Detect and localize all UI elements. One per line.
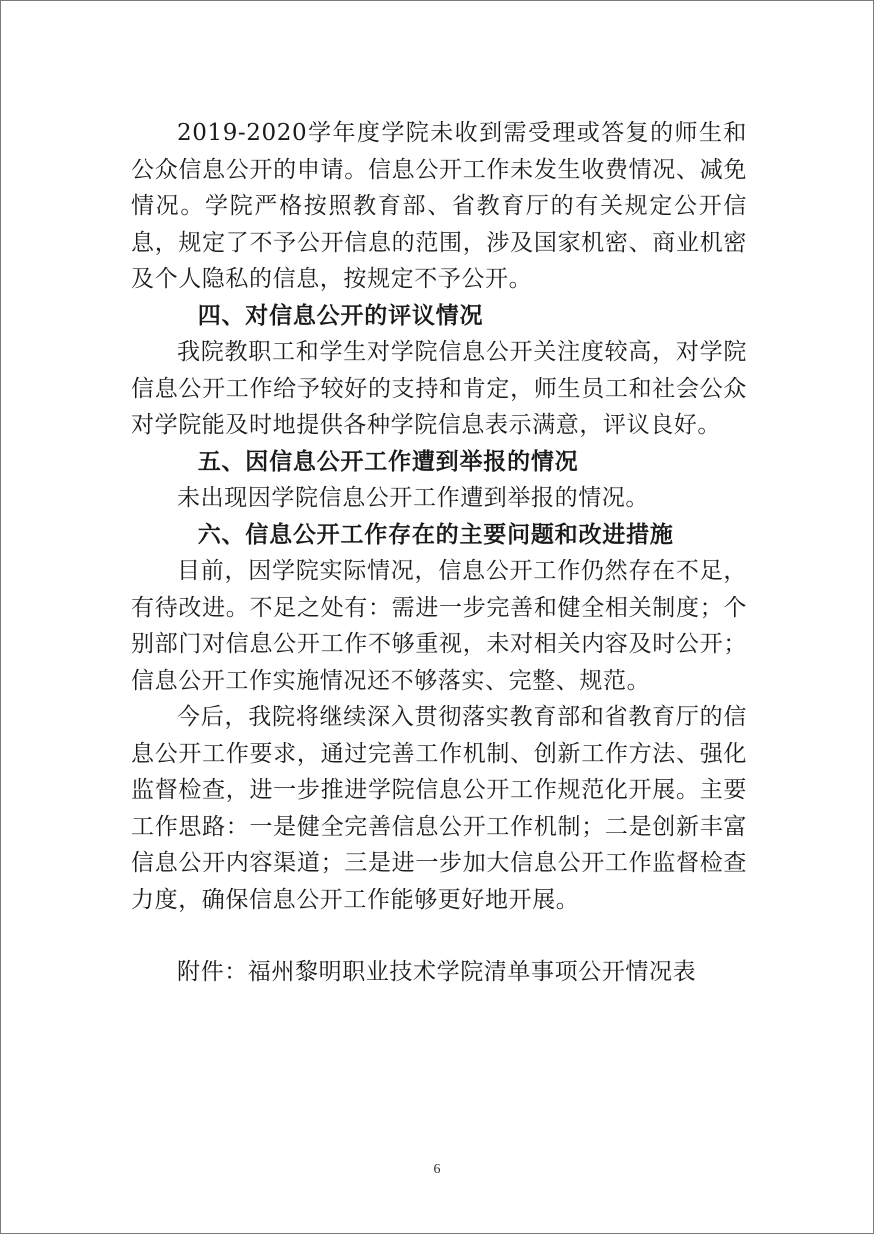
paragraph-requests: 2019-2020学年度学院未收到需受理或答复的师生和公众信息公开的申请。信息公开工作未发生收费情况、减免情况。学院严格按照教育部、省教育厅的有关规定公开信息，规定了不予公开信息的范围，涉及国家机密、商业机密及个人隐私的信息，按规定不予公开。: [131, 120, 747, 292]
section-heading-4: 四、对信息公开的评议情况: [197, 302, 484, 329]
page-number: 6: [433, 1162, 441, 1177]
section-heading-5: 五、因信息公开工作遭到举报的情况: [197, 448, 579, 475]
paragraph-reports: 未出现因学院信息公开工作遭到举报的情况。: [177, 485, 649, 511]
paragraph-problems: 目前，因学院实际情况，信息公开工作仍然存在不足，有待改进。不足之处有：需进一步完善和健全相关制度；个别部门对信息公开工作不够重视，未对相关内容及时公开；信息公开工作实施情况还不够落实、完整、规范。: [131, 558, 747, 694]
paragraph-improvements: 今后，我院将继续深入贯彻落实教育部和省教育厅的信息公开工作要求，通过完善工作机制、创新工作方法、强化监督检查，进一步推进学院信息公开工作规范化开展。主要工作思路：一是健全完善信息公开工作机制；二是创新丰富信息公开内容渠道；三是进一步加大信息公开工作监督检查力度，确保信息公开工作能够更好地开展。: [131, 704, 747, 913]
attachment-note: 附件：福州黎明职业技术学院清单事项公开情况表: [177, 959, 697, 985]
document-body: [131, 115, 747, 991]
paragraph-evaluation: 我院教职工和学生对学院信息公开关注度较高，对学院信息公开工作给予较好的支持和肯定，师生员工和社会公众对学院能及时地提供各种学院信息表示满意，评议良好。: [131, 339, 747, 438]
section-heading-6: 六、信息公开工作存在的主要问题和改进措施: [197, 521, 674, 548]
